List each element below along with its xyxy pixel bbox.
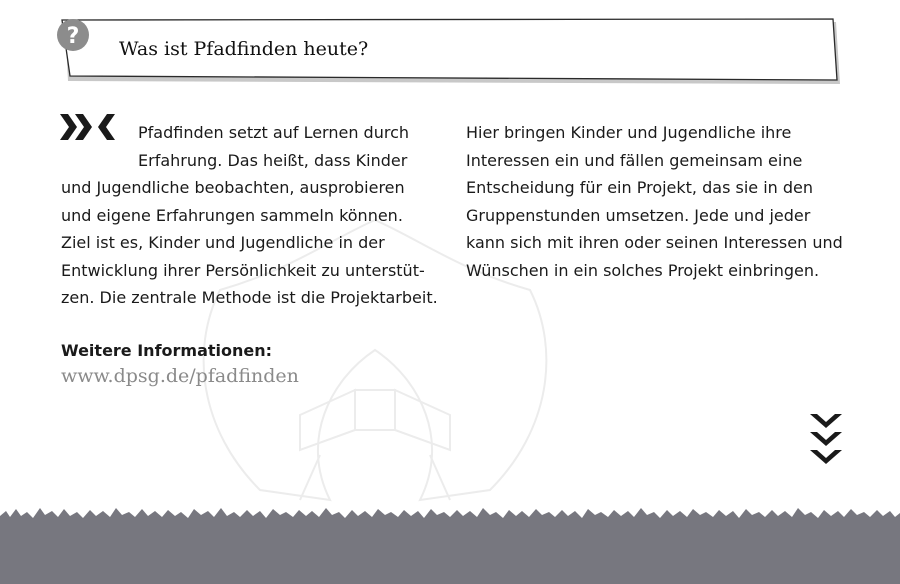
page-title: Was ist Pfadfinden heute? — [119, 38, 369, 60]
text-line: Ziel ist es, Kinder und Jugendliche in der — [61, 233, 385, 252]
text-line: Interessen ein und fällen gemeinsam eine — [466, 150, 803, 170]
text-line: zen. Die zentrale Methode ist die Projektarbeit. — [61, 288, 438, 307]
left-column — [61, 119, 446, 312]
text-line: kann sich mit ihren oder seinen Interessen und — [466, 233, 843, 252]
more-info-link[interactable]: www.dpsg.de/pfadfinden — [61, 365, 299, 387]
text-line: Gruppenstunden umsetzen. Jede und jeder — [466, 205, 811, 225]
text-line: Pfadfinden setzt auf Lernen durch — [138, 123, 410, 142]
text-line: Entscheidung für ein Projekt, das sie in den — [466, 178, 814, 197]
text-line: Hier bringen Kinder und Jugendliche ihre — [466, 123, 792, 142]
text-line: und Jugendliche beobachten, ausprobieren — [61, 178, 405, 197]
grass-footer — [0, 500, 900, 584]
title-banner — [56, 18, 846, 88]
right-column — [466, 119, 851, 284]
text-line: Erfahrung. Das heißt, dass Kinder — [138, 150, 408, 170]
text-line: Wünschen in ein solches Projekt einbringen. — [466, 260, 820, 280]
more-info-label: Weitere Informationen: — [61, 341, 273, 360]
triple-chevron-down-icon[interactable] — [808, 412, 844, 468]
text-line: und eigene Erfahrungen sammeln können. — [61, 205, 403, 225]
svg-text:?: ? — [66, 24, 80, 49]
text-line: Entwicklung ihrer Persönlichkeit zu unterstüt- — [61, 260, 425, 280]
question-circle-icon — [56, 18, 90, 52]
